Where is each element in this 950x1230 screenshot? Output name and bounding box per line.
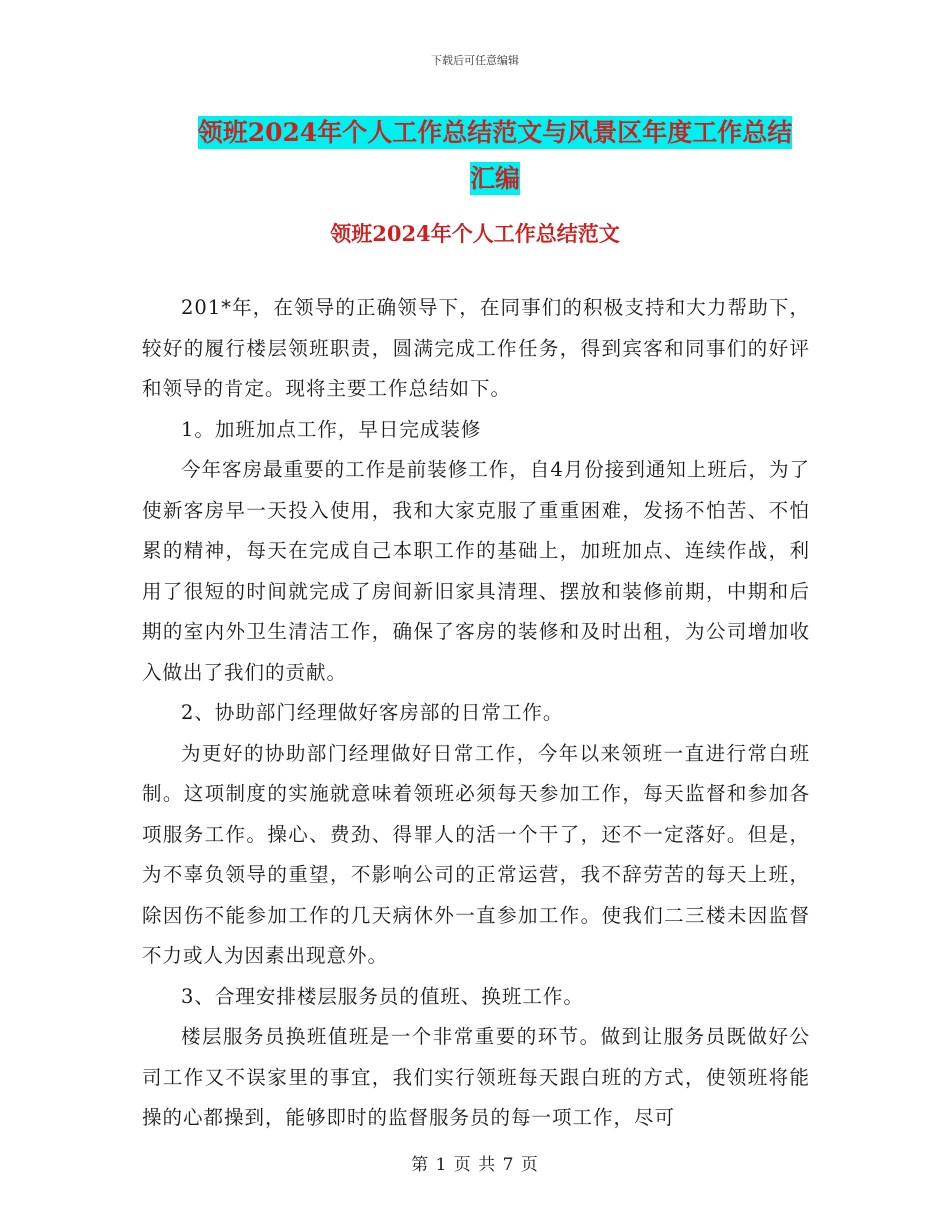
page-footer: 第 1 页 共 7 页 <box>411 1155 539 1175</box>
paragraph-heading-3: 3、合理安排楼层服务员的值班、换班工作。 <box>181 984 584 1008</box>
paragraph-heading-2: 2、协助部门经理做好客房部的日常工作。 <box>181 701 564 724</box>
paragraph-body-3: 楼层服务员换班值班是一个非常重要的环节。做到让服务员既做好公司工作又不误家里的事宜，我们实行领班每天跟白班的方式，使领班将能操的心都操到，能够即时的监督服务员的每一项工作，尽可 <box>142 1025 810 1129</box>
paragraph-body-1: 今年客房最重要的工作是前装修工作，自4月份接到通知上班后，为了使新客房早一天投入使用，我和大家克服了重重困难，发扬不怕苦、不怕累的精神，每天在完成自己本职工作的基础上，加班加点、连续作战，利用了很短的时间就完成了房间新旧家具清理、摆放和装修前期，中期和后期的室内外卫生清洁工作，确保了客房的装修和及时出租，为公司增加收入做出了我们的贡献。 <box>142 458 810 684</box>
paragraph-intro: 201*年，在领导的正确领导下，在同事们的积极支持和大力帮助下，较好的履行楼层领班职责，圆满完成工作任务，得到宾客和同事们的好评和领导的肯定。现将主要工作总结如下。 <box>142 296 810 400</box>
paragraph-body-2: 为更好的协助部门经理做好日常工作，今年以来领班一直进行常白班制。这项制度的实施就意味着领班必须每天参加工作，每天监督和参加各项服务工作。操心、费劲、得罪人的活一个干了，还不一定落好。但是，为不辜负领导的重望，不影响公司的正常运营，我不辞劳苦的每天上班，除因伤不能参加工作的几天病休外一直参加工作。使我们二三楼未因监督不力或人为因素出现意外。 <box>142 741 810 967</box>
document-title-line-2: 汇编 <box>469 164 520 193</box>
document-body <box>142 288 810 1139</box>
document-title <box>140 110 850 202</box>
paragraph-heading-1: 1。加班加点工作，早日完成装修 <box>181 417 482 441</box>
section-title: 领班2024年个人工作总结范文 <box>330 221 620 246</box>
document-title-line-1: 领班2024年个人工作总结范文与风景区年度工作总结 <box>197 118 793 147</box>
page-header: 下载后可任意编辑 <box>431 54 519 67</box>
